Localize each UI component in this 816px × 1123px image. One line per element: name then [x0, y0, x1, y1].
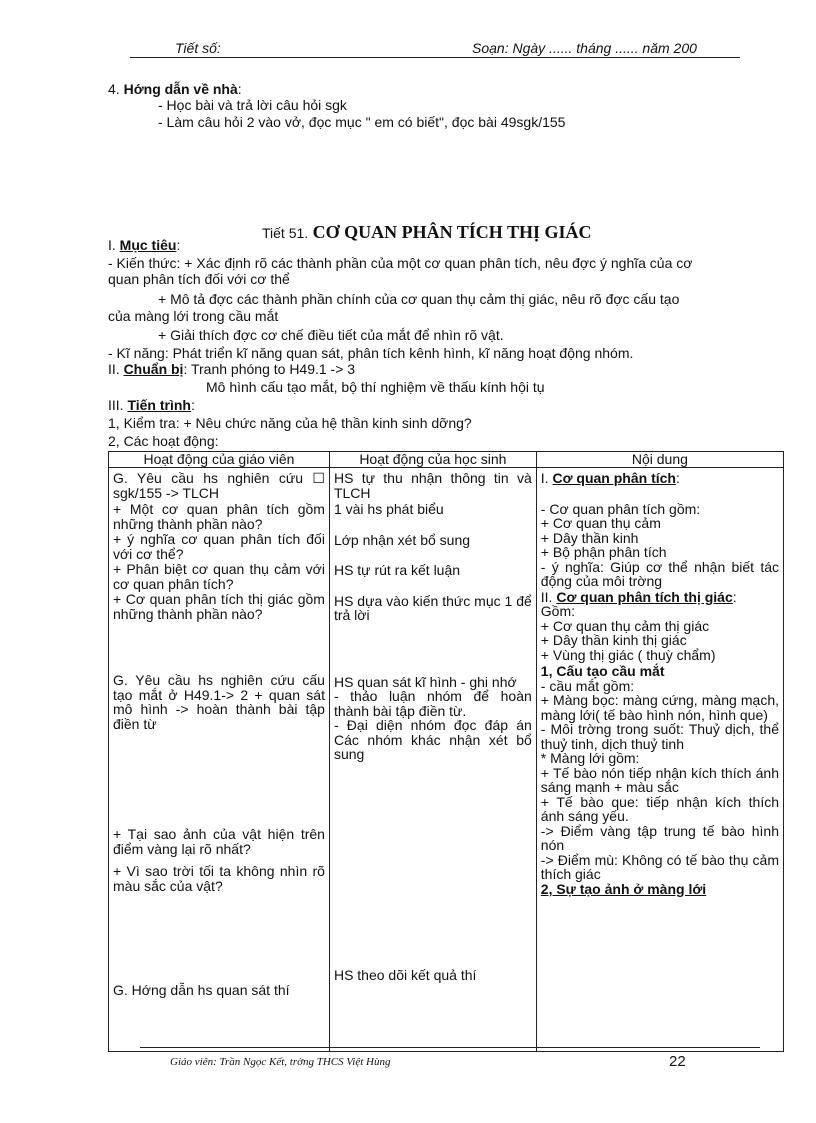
content-item: + Tế bào nón tiếp nhận kích thích ánh sáng mạnh + màu sắc — [540, 764, 779, 795]
process-heading: III. Tiến trình: — [108, 397, 195, 413]
teacher-column — [109, 468, 330, 1052]
student-activity: - thảo luận nhóm để hoàn thành bài tập điền từ. — [333, 688, 532, 719]
teacher-activity: G. Yêu cầu hs nghiên cứu ☐ sgk/155 -> TLCH — [113, 470, 325, 501]
objective-line: quan phân tích đối với cơ thể — [108, 271, 290, 287]
date-line: Soạn: Ngày ...... tháng ...... năm 200 — [472, 40, 697, 56]
content-item: + Tế bào que: tiếp nhận kích thích ánh sáng yếu. — [540, 793, 779, 824]
page-number: 22 — [669, 1053, 686, 1070]
objective-line: của màng lới trong cầu mắt — [108, 308, 279, 324]
section-heading: II. Cơ quan phân tích thị giác: — [540, 588, 737, 605]
lesson-title: Tiết 51. CƠ QUAN PHÂN TÍCH THỊ GIÁC — [262, 222, 592, 242]
section-heading: 2, Sự tạo ảnh ở màng lới — [540, 880, 707, 897]
content-item: - ý nghĩa: Giúp cơ thể nhận biết tác động của môi trờng — [540, 558, 779, 589]
process-activities: 2, Các hoạt động: — [108, 433, 219, 449]
student-activity: HS dựa vào kiến thức mục 1 để trả lời — [333, 592, 532, 623]
content-item: - Cơ quan phân tích gồm: — [540, 500, 701, 517]
teacher-activity: G. Yêu cầu hs nghiên cứu cấu tạo mắt ở H49.1-> 2 + quan sát mô hình -> hoàn thành bài tập điền từ — [113, 672, 325, 732]
preparation-line: II. Chuẩn bị: Tranh phóng to H49.1 -> 3 — [108, 361, 356, 377]
section-heading: 1, Cấu tạo cầu mắt — [540, 663, 665, 679]
section-heading: I. Cơ quan phân tích: — [540, 470, 680, 486]
table-header: Nội dung — [536, 452, 783, 468]
content-item: -> Điểm mù: Không có tế bào thụ cảm thích giác — [540, 851, 779, 882]
content-item: + Dây thần kinh — [540, 529, 639, 546]
process-check: 1, Kiểm tra: + Nêu chức năng của hệ thần kinh sinh dỡng? — [108, 415, 472, 431]
preparation-line-2: Mô hình cấu tạo mắt, bộ thí nghiệm về thấu kính hội tụ — [206, 379, 545, 395]
objective-line: + Mô tả đợc các thành phần chính của cơ quan thụ cảm thị giác, nêu rõ đợc cấu tạo — [158, 291, 680, 307]
content-item: -> Điểm vàng tập trung tế bào hình nón — [540, 822, 779, 853]
student-activity: HS tự rút ra kết luận — [333, 562, 461, 578]
content-item: + Màng bọc: màng cứng, màng mạch, màng lới( tế bào hình nón, hình que) — [540, 692, 779, 723]
content-item: - Môi trờng trong suốt: Thuỷ dịch, thể thuỷ tinh, dịch thuỷ tinh — [540, 721, 779, 752]
student-activity: HS theo dõi kết quả thí — [333, 966, 477, 983]
student-activity: - Đại diện nhóm đọc đáp án Các nhóm khác nhận xét bổ sung — [333, 717, 532, 762]
content-item: + Bộ phận phân tích — [540, 544, 667, 560]
content-item: + Cơ quan thụ cảm — [540, 515, 661, 531]
content-item: Gồm: — [540, 603, 576, 619]
content-item: * Màng lới gồm: — [540, 750, 640, 766]
student-activity: HS tự thu nhận thông tin và TLCH — [333, 470, 532, 501]
content-item: + Cơ quan thụ cảm thị giác — [540, 617, 710, 634]
objective-line: + Giải thích đợc cơ chế điều tiết của mắt để nhìn rõ vật. — [158, 327, 504, 343]
table-row — [109, 468, 784, 1052]
table-header-row — [109, 452, 784, 468]
content-item: + Dây thần kinh thị giác — [540, 632, 687, 648]
header-rule — [130, 57, 740, 58]
student-activity: Lớp nhận xét bổ sung — [333, 531, 471, 548]
activity-table — [108, 451, 784, 1052]
teacher-activity: + ý nghĩa cơ quan phân tích đối với cơ thể? — [113, 531, 325, 562]
footer-teacher: Giáo viên: Trần Ngọc Kết, trờng THCS Việt Hùng — [170, 1056, 391, 1068]
footer-rule — [140, 1047, 760, 1048]
homework-item: - Làm câu hỏi 2 vào vở, đọc mục " em có biết", đọc bài 49sgk/155 — [158, 114, 566, 130]
student-activity: 1 vài hs phát biểu — [333, 501, 444, 517]
objective-line: - Kĩ năng: Phát triển kĩ năng quan sát, phân tích kênh hình, kĩ năng hoạt động nhóm. — [108, 345, 634, 361]
teacher-activity: + Vì sao trời tối ta không nhìn rõ màu sắc của vật? — [113, 863, 325, 894]
student-activity: HS quan sát kĩ hình - ghi nhớ — [333, 673, 517, 690]
teacher-activity: G. Hớng dẫn hs quan sát thí — [113, 982, 290, 998]
content-item: + Vùng thị giác ( thuỳ chẩm) — [540, 646, 716, 663]
objective-line: - Kiến thức: + Xác định rõ các thành phần của một cơ quan phân tích, nêu đợc ý nghĩa của cơ — [108, 255, 693, 271]
homework-item: - Học bài và trả lời câu hỏi sgk — [158, 97, 347, 113]
content-column — [536, 468, 783, 1052]
teacher-activity: + Một cơ quan phân tích gồm những thành phần nào? — [113, 501, 325, 532]
objectives-heading: I. Mục tiêu: — [108, 237, 181, 253]
teacher-activity: + Phân biệt cơ quan thụ cảm với cơ quan phân tích? — [113, 561, 325, 592]
content-item: - cầu mắt gồm: — [540, 677, 635, 694]
table-header: Hoạt động của học sinh — [329, 452, 536, 468]
student-column — [329, 468, 536, 1052]
lesson-number-label: Tiết số: — [175, 40, 221, 56]
table-header: Hoạt động của giáo viên — [109, 452, 330, 468]
teacher-activity: + Tại sao ảnh của vật hiện trên điểm vàng lại rõ nhất? — [113, 826, 325, 857]
homework-heading: 4. Hớng dẫn về nhà: — [108, 81, 242, 97]
teacher-activity: + Cơ quan phân tích thị giác gồm những thành phần nào? — [113, 591, 325, 622]
